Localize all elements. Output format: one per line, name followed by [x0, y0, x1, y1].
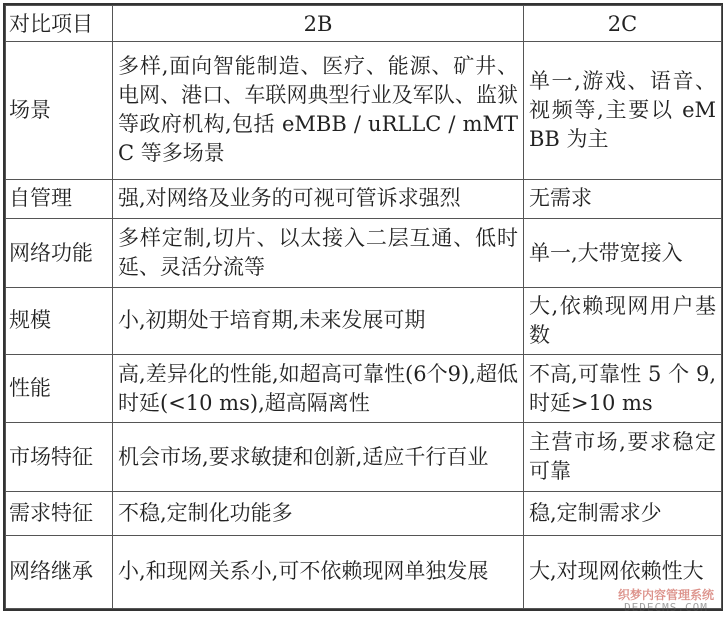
cell-2b-network-inheritance: 小,和现网关系小,可不依赖现网单独发展 [113, 535, 524, 608]
cell-2b-scale: 小,初期处于培育期,未来发展可期 [113, 287, 524, 354]
table-row [6, 287, 722, 354]
header-2b-cell: 2B [113, 6, 524, 42]
cell-2c-scenario: 单一,游戏、语音、视频等,主要以 eMBB 为主 [524, 42, 722, 180]
cell-2b-demand-features: 不稳,定制化功能多 [113, 492, 524, 536]
watermark-title: 织梦内容管理系统 [617, 587, 714, 602]
cell-2c-network-function: 单一,大带宽接入 [524, 219, 722, 288]
comparison-table-frame [3, 3, 723, 611]
header-2c-cell: 2C [524, 6, 722, 42]
site-watermark [612, 589, 720, 615]
table-row [6, 354, 722, 423]
cell-2c-demand-features: 稳,定制需求少 [524, 492, 722, 536]
row-label-performance: 性能 [6, 354, 113, 423]
cell-2c-network-inheritance: 大,对现网依赖性大 [524, 535, 722, 608]
cell-2b-self-management: 强,对网络及业务的可视可管诉求强烈 [113, 179, 524, 219]
table-row [6, 42, 722, 180]
row-label-market-features: 市场特征 [6, 423, 113, 492]
cell-2b-market-features: 机会市场,要求敏捷和创新,适应千行百业 [113, 423, 524, 492]
cell-2c-scale: 大,依赖现网用户基数 [524, 287, 722, 354]
cell-2c-market-features: 主营市场,要求稳定可靠 [524, 423, 722, 492]
cell-2b-network-function: 多样定制,切片、以太接入二层互通、低时延、灵活分流等 [113, 219, 524, 288]
row-label-network-inheritance: 网络继承 [6, 535, 113, 608]
cell-2c-self-management: 无需求 [524, 179, 722, 219]
table-header-row [6, 6, 722, 42]
table-row [6, 423, 722, 492]
row-label-scale: 规模 [6, 287, 113, 354]
row-label-self-management: 自管理 [6, 179, 113, 219]
comparison-table [5, 5, 722, 609]
cell-2b-scenario: 多样,面向智能制造、医疗、能源、矿井、电网、港口、车联网典型行业及军队、监狱等政府机构,包括 eMBB / uRLLC / mMTC 等多场景 [113, 42, 524, 180]
cell-2b-performance: 高,差异化的性能,如超高可靠性(6个9),超低时延(<10 ms),超高隔离性 [113, 354, 524, 423]
watermark-domain: DEDECMS.COM [624, 601, 708, 615]
row-label-scenario: 场景 [6, 42, 113, 180]
table-row [6, 492, 722, 536]
table-row [6, 179, 722, 219]
row-label-network-function: 网络功能 [6, 219, 113, 288]
cell-2c-performance: 不高,可靠性 5 个 9,时延>10 ms [524, 354, 722, 423]
row-label-demand-features: 需求特征 [6, 492, 113, 536]
table-row [6, 219, 722, 288]
header-corner-cell: 对比项目 [6, 6, 113, 42]
